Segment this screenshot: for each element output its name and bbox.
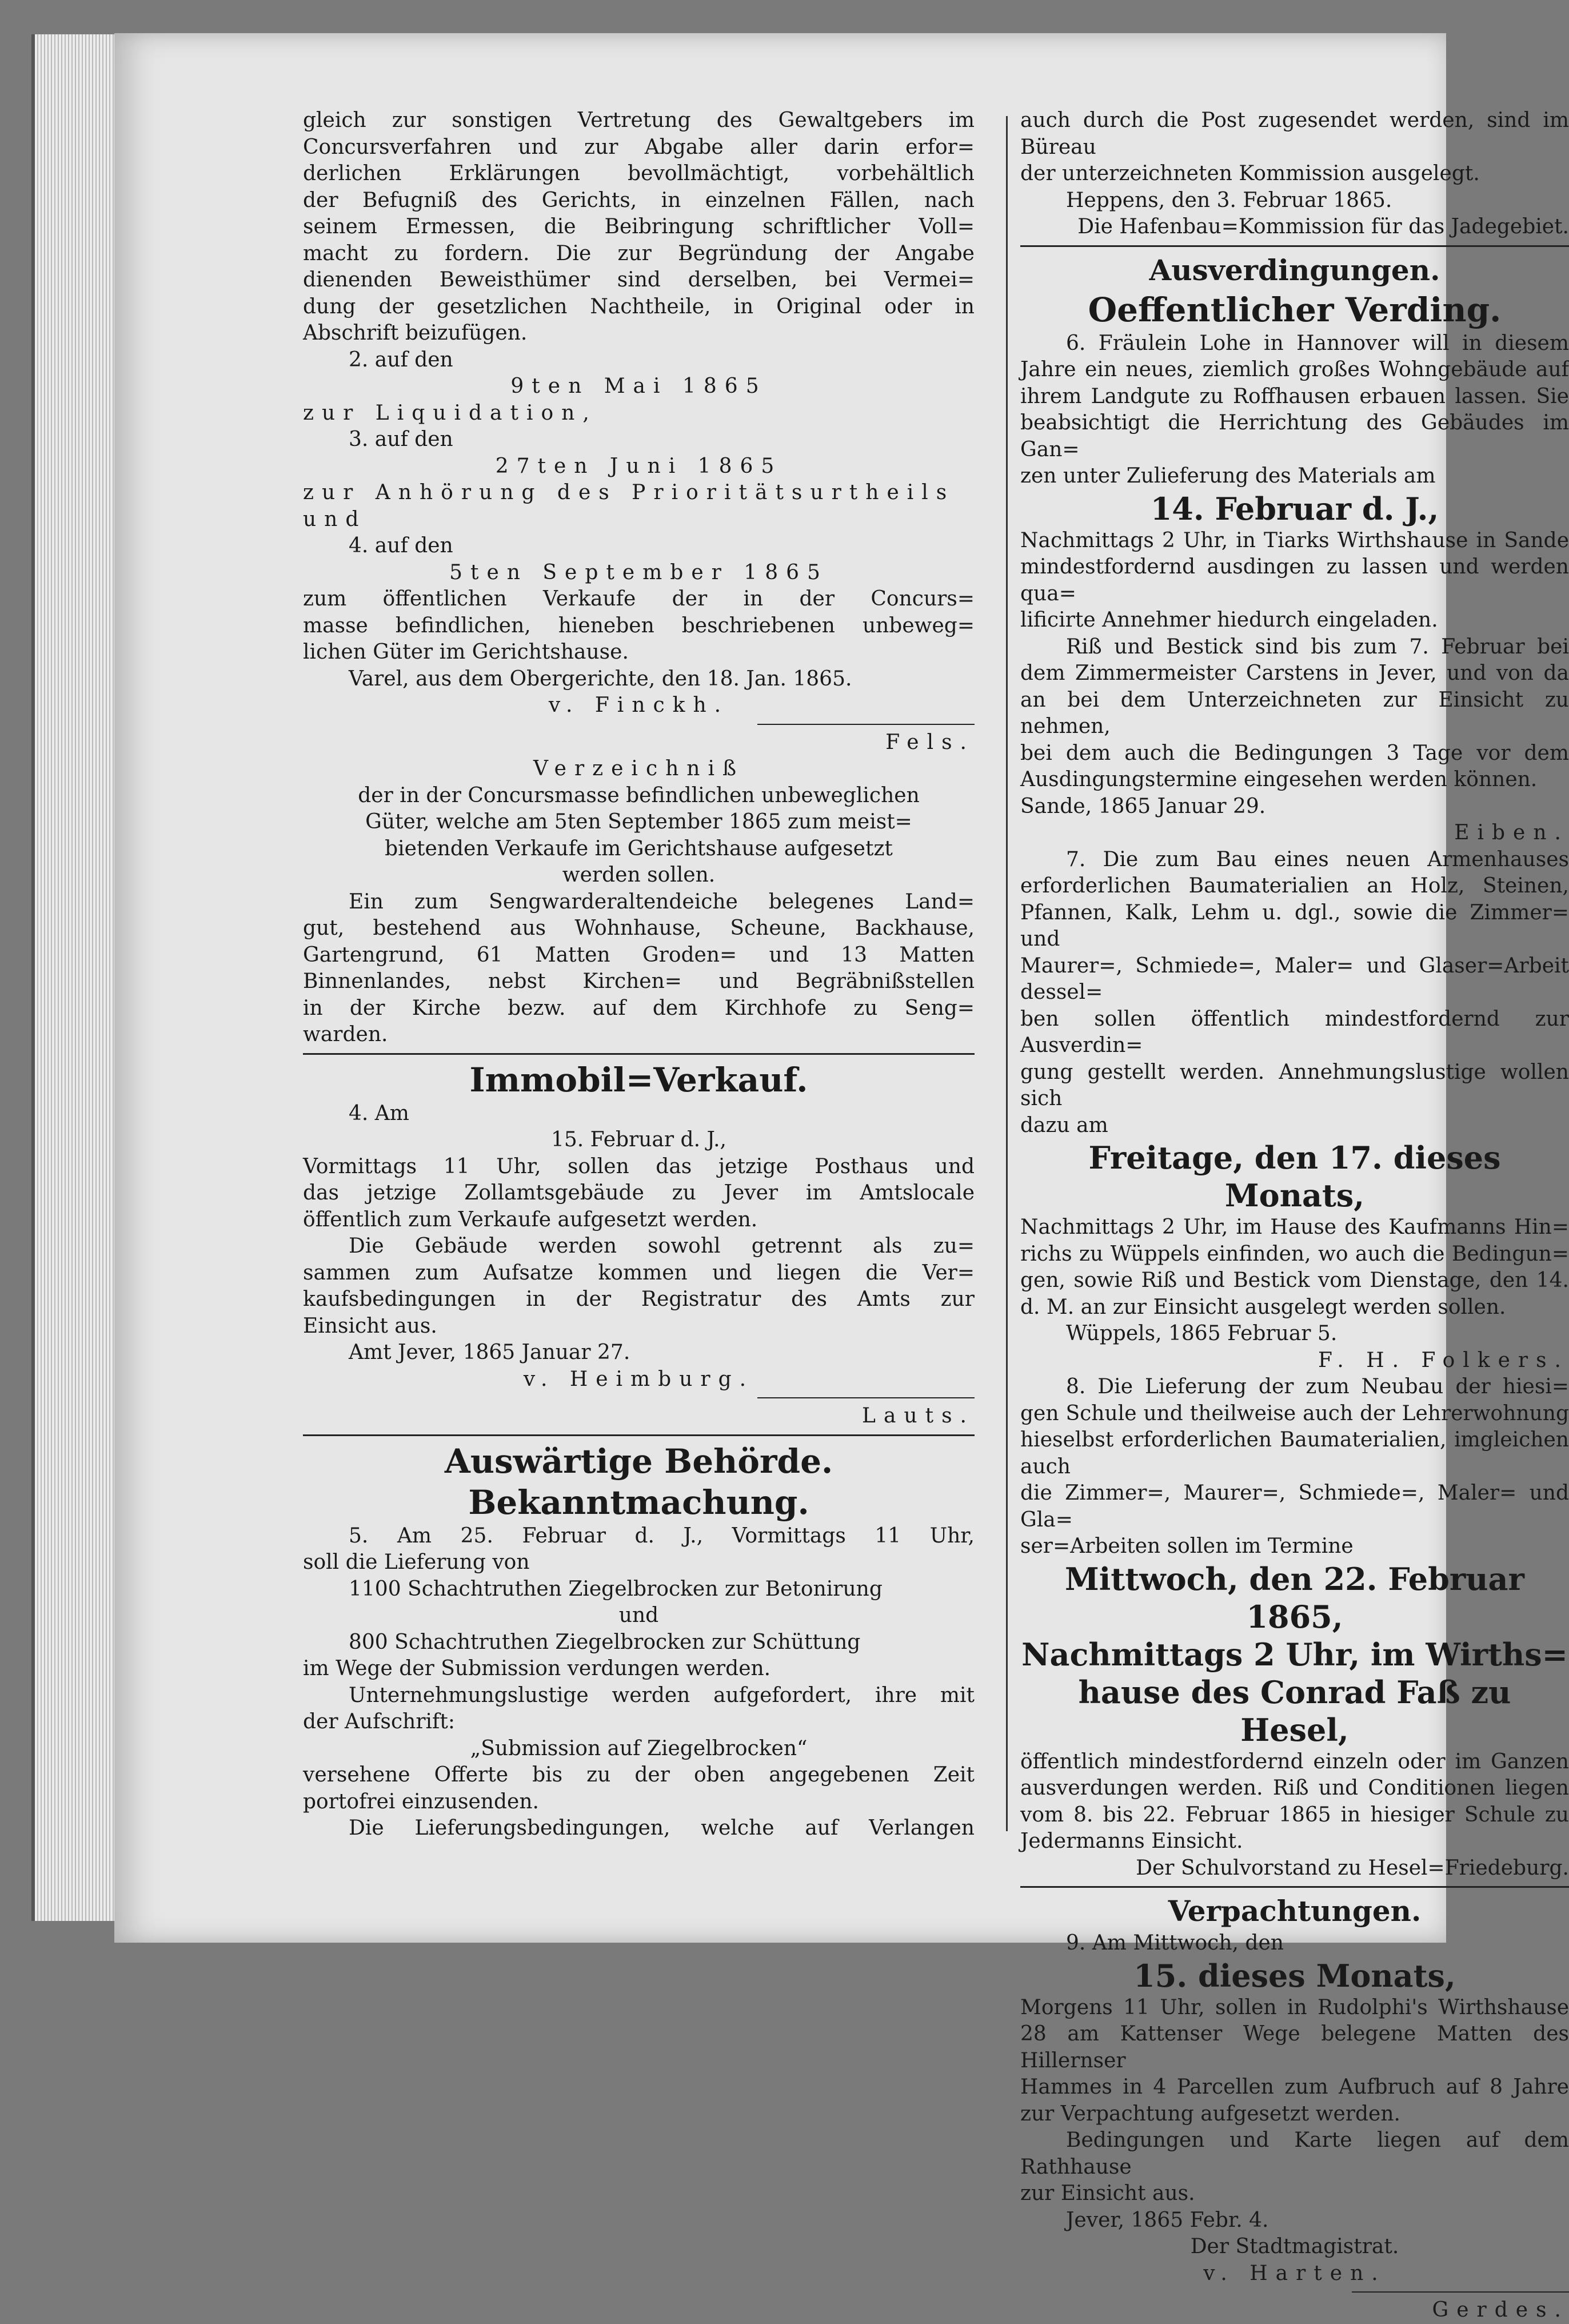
text-line: Ausdingungstermine eingesehen werden können. — [1020, 768, 1538, 791]
text-line: Varel, aus dem Obergerichte, den 18. Jan. 1865. — [349, 667, 852, 691]
text-line: „Submission auf Ziegelbrocken“ — [470, 1736, 808, 1760]
text-line: 7. Die zum Bau eines neuen Armenhauses — [1066, 847, 1569, 871]
text-line: öffentlich mindestfordernd einzeln oder im Ganzen — [1020, 1749, 1569, 1773]
section-heading: Auswärtige Behörde. — [444, 1441, 833, 1481]
text-line: Heppens, den 3. Februar 1865. — [1066, 188, 1392, 212]
text-line: Concursverfahren und zur Abgabe aller darin erfor= — [303, 135, 975, 159]
divider-rule — [303, 1434, 975, 1436]
divider-rule — [1352, 2291, 1569, 2293]
text-line: Jever, 1865 Febr. 4. — [1066, 2208, 1269, 2232]
text-line: Nachmittags 2 Uhr, im Hause des Kaufmanns Hin= — [1020, 1215, 1569, 1239]
text-line: Bedingungen und Karte liegen auf dem Rathhause — [1020, 2128, 1569, 2179]
text-line: Sande, 1865 Januar 29. — [1020, 794, 1266, 818]
text-line: 9. Am Mittwoch, den — [1066, 1931, 1284, 1955]
text-line: werden sollen. — [562, 863, 716, 887]
text-line: bietenden Verkaufe im Gerichtshause aufgesetzt — [385, 836, 893, 860]
text-line: öffentlich zum Verkaufe aufgesetzt werden. — [303, 1207, 758, 1231]
text-line: beabsichtigt die Herrichtung des Gebäudes im Gan= — [1020, 411, 1569, 461]
right-column — [1020, 107, 1569, 2324]
newspaper-page — [114, 33, 1569, 2322]
text-line: Ein zum Sengwarderaltendeiche belegenes Land= — [349, 890, 975, 914]
text-line: sammen zum Aufsatze kommen und liegen die Ver= — [303, 1261, 975, 1285]
text-line: v. Harten. — [1203, 2261, 1386, 2285]
text-line: ihrem Landgute zu Roffhausen erbauen lassen. Sie — [1020, 384, 1569, 408]
text-line: Unternehmungslustige werden aufgefordert, ihre mit — [349, 1683, 975, 1707]
text-line: lificirte Annehmer hiedurch eingeladen. — [1020, 608, 1438, 632]
text-line: 15. dieses Monats, — [1133, 1957, 1456, 1994]
text-line: Verzeichniß — [533, 757, 745, 780]
divider-rule — [1020, 245, 1569, 247]
text-line: mindestfordernd ausdingen zu lassen und werden qua= — [1020, 555, 1569, 605]
text-line: Nachmittags 2 Uhr, in Tiarks Wirthshause in Sande — [1020, 528, 1569, 552]
divider-rule — [303, 1053, 975, 1055]
text-line: zur Anhörung des Prioritätsurtheils und — [303, 481, 955, 531]
text-line: 1100 Schachtruthen Ziegelbrocken zur Betonirung — [349, 1577, 883, 1601]
text-line: Riß und Bestick sind bis zum 7. Februar bei — [1066, 635, 1569, 659]
text-line: 28 am Kattenser Wege belegene Matten des Hillernser — [1020, 2022, 1569, 2072]
text-line: ausverdungen werden. Riß und Conditionen liegen — [1020, 1776, 1569, 1800]
text-line: 5. Am 25. Februar d. J., Vormittags 11 Uhr, — [349, 1524, 975, 1548]
section-heading: Immobil=Verkauf. — [469, 1060, 808, 1099]
text-line: 14. Februar d. J., — [1150, 490, 1439, 527]
text-line: masse befindlichen, hieneben beschriebenen unbeweg= — [303, 613, 975, 637]
text-line: Lauts. — [862, 1404, 975, 1428]
text-line: hieselbst erforderlichen Baumaterialien, imgleichen auch — [1020, 1428, 1569, 1478]
text-line: Eiben. — [1454, 821, 1569, 844]
text-line: versehene Offerte bis zu der oben angegebenen Zeit — [303, 1763, 975, 1787]
text-line: 4. Am — [349, 1101, 409, 1125]
divider-rule — [757, 724, 975, 725]
text-line: gung gestellt werden. Annehmungslustige wollen sich — [1020, 1060, 1569, 1110]
section-heading: Oeffentlicher Verding. — [1088, 290, 1502, 329]
text-line: d. M. an zur Einsicht ausgelegt werden sollen. — [1020, 1295, 1506, 1319]
text-line: dienenden Beweisthümer sind derselben, bei Vermei= — [303, 268, 975, 292]
text-line: der unterzeichneten Kommission ausgelegt. — [1020, 162, 1480, 185]
text-line: Abschrift beizufügen. — [303, 321, 528, 345]
section-heading: Verpachtungen. — [1168, 1894, 1422, 1928]
text-line: Vormittags 11 Uhr, sollen das jetzige Posthaus und — [303, 1154, 975, 1178]
divider-rule — [1020, 1886, 1569, 1888]
text-line: zur Einsicht aus. — [1020, 2182, 1195, 2205]
text-line: Der Schulvorstand zu Hesel=Friedeburg. — [1136, 1856, 1569, 1880]
text-line: derlichen Erklärungen bevollmächtigt, vorbehältlich — [303, 162, 975, 185]
text-line: dem Zimmermeister Carstens in Jever, und von da — [1020, 661, 1569, 685]
text-line: 9ten Mai 1865 — [510, 374, 767, 398]
text-line: zen unter Zulieferung des Materials am — [1020, 464, 1436, 488]
text-line: der in der Concursmasse befindlichen unbeweglichen — [358, 783, 920, 807]
text-line: 2. auf den — [349, 348, 453, 372]
column-rule — [1006, 116, 1008, 1831]
text-line: gut, bestehend aus Wohnhause, Scheune, Backhause, — [303, 916, 975, 940]
text-line: Jedermanns Einsicht. — [1020, 1829, 1243, 1853]
text-line: Jahre ein neues, ziemlich großes Wohngebäude auf — [1020, 358, 1569, 381]
text-line: Binnenlandes, nebst Kirchen= und Begräbnißstellen — [303, 970, 975, 993]
text-line: Mittwoch, den 22. Februar 1865, — [1065, 1560, 1524, 1635]
text-line: gleich zur sonstigen Vertretung des Gewaltgebers im — [303, 109, 975, 132]
text-line: Gartengrund, 61 Matten Groden= und 13 Matten — [303, 943, 975, 967]
text-line: vom 8. bis 22. Februar 1865 in hiesiger Schule zu — [1020, 1803, 1569, 1827]
text-line: Pfannen, Kalk, Lehm u. dgl., sowie die Zimmer= und — [1020, 900, 1569, 951]
text-line: 27ten Juni 1865 — [495, 454, 782, 478]
text-line: soll die Lieferung von — [303, 1550, 530, 1574]
text-line: Maurer=, Schmiede=, Maler= und Glaser=Arbeit dessel= — [1020, 954, 1569, 1004]
text-line: 15. Februar d. J., — [550, 1128, 727, 1151]
text-line: zur Liquidation, — [303, 401, 597, 425]
left-column — [303, 107, 975, 1842]
text-line: Amt Jever, 1865 Januar 27. — [349, 1341, 630, 1364]
text-line: und — [618, 1604, 659, 1627]
text-line: ben sollen öffentlich mindestfordernd zur Ausverdin= — [1020, 1007, 1569, 1057]
text-line: der Befugniß des Gerichts, in einzelnen Fällen, nach — [303, 188, 975, 212]
text-line: im Wege der Submission verdungen werden. — [303, 1657, 771, 1680]
divider-rule — [757, 1397, 975, 1398]
text-line: bei dem auch die Bedingungen 3 Tage vor dem — [1020, 741, 1569, 765]
text-line: Die Hafenbau=Kommission für das Jadegebiet. — [1077, 215, 1569, 238]
text-line: zum öffentlichen Verkaufe der in der Concurs= — [303, 587, 975, 611]
text-line: auch durch die Post zugesendet werden, sind im Büreau — [1020, 109, 1569, 159]
text-line: Hammes in 4 Parcellen zum Aufbruch auf 8 Jahre — [1020, 2075, 1569, 2099]
text-line: Der Stadtmagistrat. — [1190, 2235, 1399, 2258]
text-line: warden. — [303, 1023, 388, 1046]
text-line: 8. Die Lieferung der zum Neubau der hiesi= — [1066, 1375, 1569, 1398]
text-line: Morgens 11 Uhr, sollen in Rudolphi's Wirthshause — [1020, 1995, 1569, 2019]
text-line: richs zu Wüppels einfinden, wo auch die Bedingun= — [1020, 1242, 1569, 1266]
section-heading: Ausverdingungen. — [1149, 253, 1440, 287]
text-line: 4. auf den — [349, 534, 453, 557]
text-line: v. Finckh. — [548, 693, 729, 717]
text-line: F. H. Folkers. — [1318, 1348, 1569, 1372]
text-line: dazu am — [1020, 1113, 1108, 1137]
text-line: 3. auf den — [349, 428, 453, 451]
text-line: Einsicht aus. — [303, 1314, 437, 1338]
text-line: macht zu fordern. Die zur Begründung der Angabe — [303, 241, 975, 265]
text-line: der Aufschrift: — [303, 1710, 455, 1733]
text-line: erforderlichen Baumaterialien an Holz, Steinen, — [1020, 874, 1569, 898]
text-line: hause des Conrad Faß zu Hesel, — [1078, 1673, 1511, 1748]
text-line: Güter, welche am 5ten September 1865 zum meist= — [365, 810, 912, 834]
text-line: 5ten September 1865 — [449, 560, 828, 584]
text-line: lichen Güter im Gerichtshause. — [303, 640, 629, 664]
text-line: v. Heimburg. — [523, 1367, 754, 1391]
text-line: an bei dem Unterzeichneten zur Einsicht zu nehmen, — [1020, 688, 1569, 738]
text-line: ser=Arbeiten sollen im Termine — [1020, 1534, 1354, 1558]
section-heading: Bekanntmachung. — [468, 1482, 809, 1522]
text-line: Wüppels, 1865 Februar 5. — [1066, 1322, 1338, 1345]
text-line: die Zimmer=, Maurer=, Schmiede=, Maler= und Gla= — [1020, 1481, 1569, 1532]
text-line: das jetzige Zollamtsgebäude zu Jever im Amtslocale — [303, 1181, 975, 1205]
text-line: dung der gesetzlichen Nachtheile, in Original oder in — [303, 294, 975, 318]
text-line: gen, sowie Riß und Bestick vom Dienstage, den 14. — [1020, 1269, 1569, 1292]
text-line: in der Kirche bezw. auf dem Kirchhofe zu Seng= — [303, 996, 975, 1020]
text-line: Freitage, den 17. dieses Monats, — [1088, 1139, 1501, 1214]
text-line: Fels. — [885, 730, 975, 754]
text-line: gen Schule und theilweise auch der Lehrerwohnung — [1020, 1401, 1569, 1425]
text-line: Nachmittags 2 Uhr, im Wirths= — [1021, 1636, 1568, 1673]
text-line: Gerdes. — [1432, 2298, 1569, 2322]
text-line: seinem Ermessen, die Beibringung schriftlicher Voll= — [303, 215, 975, 238]
text-line: 6. Fräulein Lohe in Hannover will in diesem — [1066, 331, 1569, 355]
text-line: 800 Schachtruthen Ziegelbrocken zur Schüttung — [349, 1630, 861, 1654]
text-line: portofrei einzusenden. — [303, 1789, 539, 1813]
text-line: kaufsbedingungen in der Registratur des Amts zur — [303, 1287, 975, 1311]
text-line: Die Lieferungsbedingungen, welche auf Verlangen — [349, 1816, 975, 1840]
text-line: Die Gebäude werden sowohl getrennt als zu= — [349, 1234, 975, 1258]
text-line: zur Verpachtung aufgesetzt werden. — [1020, 2102, 1400, 2126]
